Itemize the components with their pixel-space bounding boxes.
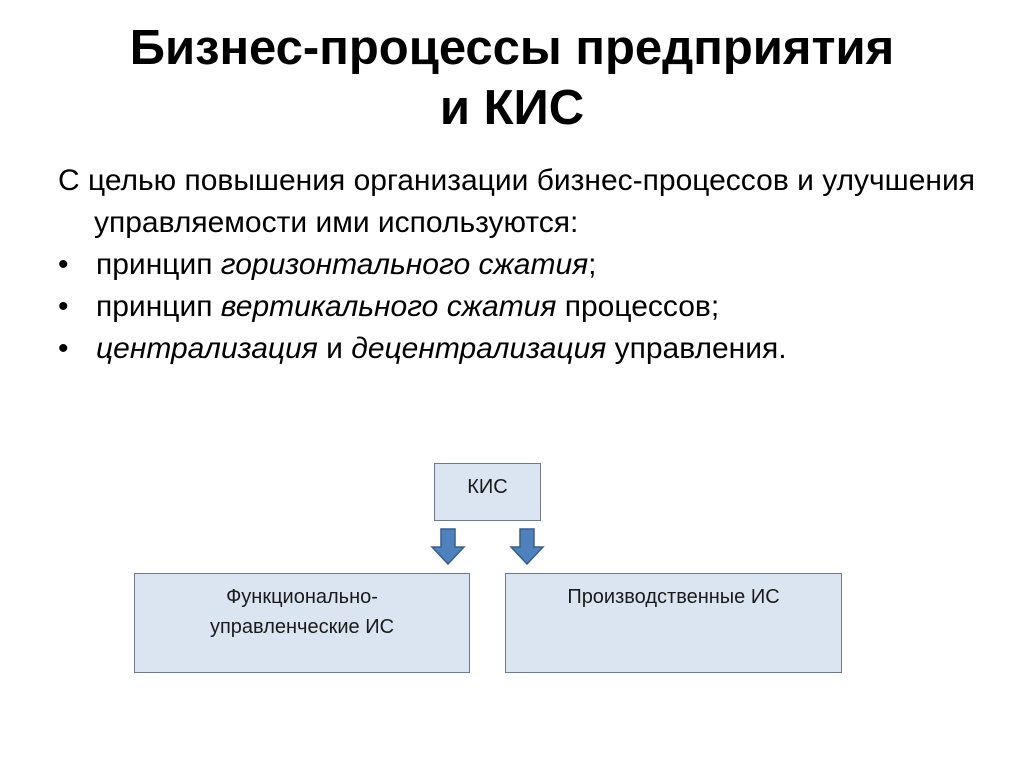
list-item [58,286,998,328]
down-arrow-icon [430,528,466,566]
bullet-icon: • [58,332,69,365]
page-title [0,18,1024,138]
down-arrow-icon [509,528,545,566]
title-line-1: Бизнес-процессы предприятия [129,21,895,75]
functional-box-line-1: Функционально- [226,586,378,608]
bullet-text: ; [588,248,597,281]
title-line-2: и КИС [439,81,585,135]
bullet-text: управления. [606,332,787,365]
production-box-label: Производственные ИС [567,586,780,608]
bullet-text: принцип [96,248,221,281]
bullet-italic-text: децентрализация [351,332,607,365]
bullet-list [58,244,998,370]
list-item [58,244,998,286]
intro-paragraph [58,160,998,244]
functional-management-is-box [134,573,470,673]
bullet-icon: • [58,248,69,281]
kis-box [434,463,541,521]
kis-box-label: КИС [467,476,508,498]
bullet-italic-text: централизация [96,332,318,365]
bullet-text: принцип [96,290,221,323]
intro-line-2: улучшения управляемости ими используются: [94,164,976,239]
bullet-icon: • [58,290,69,323]
bullet-italic-text: вертикального сжатия [220,290,557,323]
functional-box-line-2: управленческие ИС [209,616,395,638]
content-body [58,160,998,370]
production-is-box [505,573,842,673]
bullet-italic-text: горизонтального сжатия [220,248,589,281]
bullet-text: процессов; [556,290,720,323]
list-item [58,328,998,370]
bullet-text: и [317,332,352,365]
intro-line-1: С целью повышения организации бизнес-процессов и [58,164,814,197]
